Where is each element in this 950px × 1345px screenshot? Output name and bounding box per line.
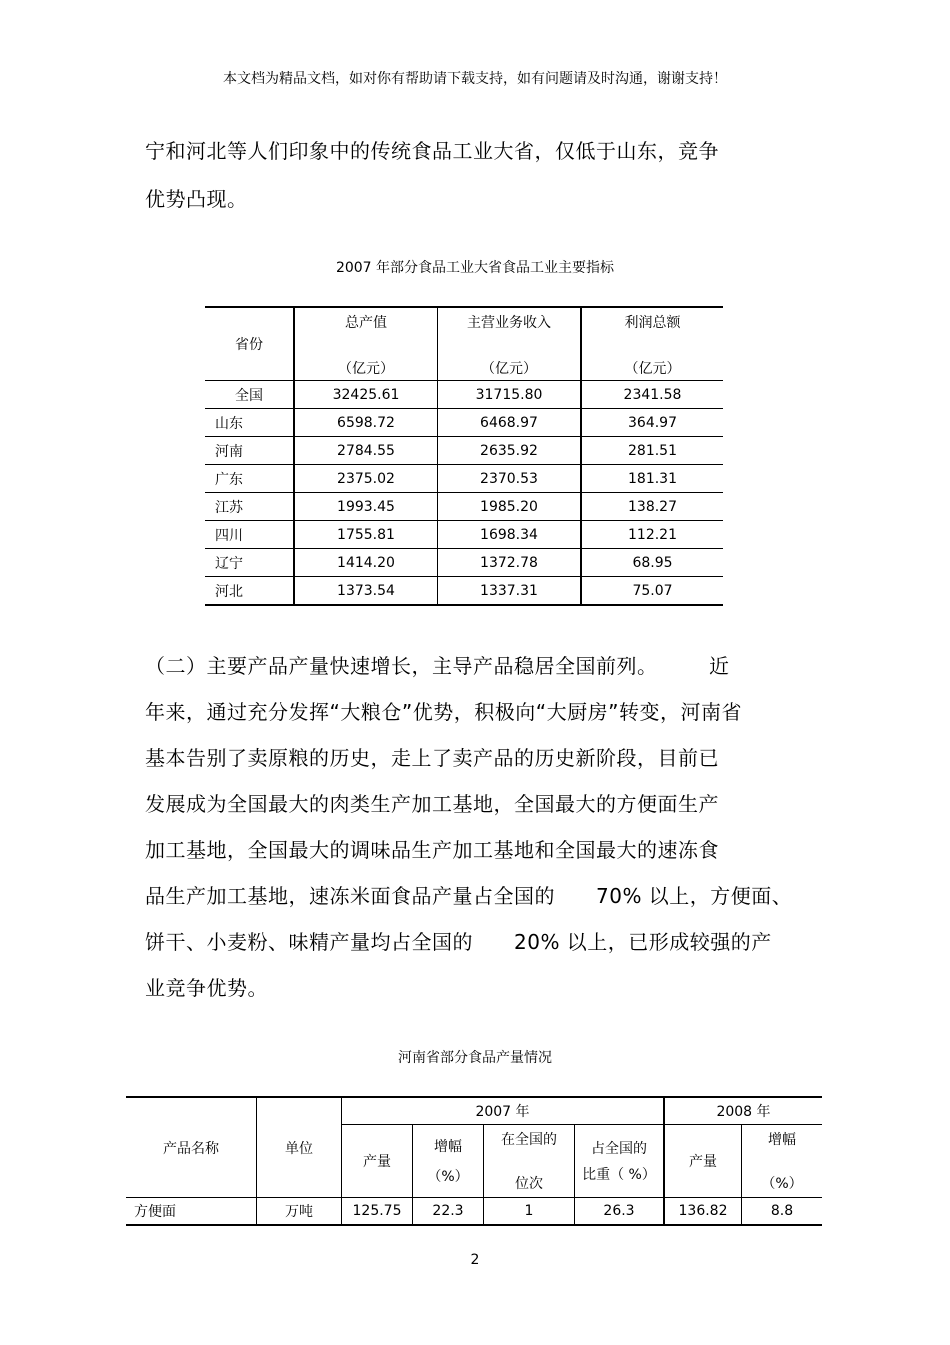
revenue-cell: 1698.34 — [438, 521, 582, 549]
province-cell: 河北 — [205, 577, 294, 606]
table2-header-product: 产品名称 — [126, 1097, 257, 1198]
profit-cell: 181.31 — [581, 465, 723, 493]
output-2007-cell: 125.75 — [342, 1198, 413, 1226]
section2-line-6: 品生产加工基地，速冻米面食品产量占全国的 70% 以上，方便面、 — [145, 884, 793, 908]
revenue-cell: 2635.92 — [438, 437, 582, 465]
table2-header-growth-2008 — [742, 1125, 823, 1198]
profit-cell: 138.27 — [581, 493, 723, 521]
table-row — [205, 437, 723, 465]
table2-header-rank-l2: 位次 — [515, 1176, 543, 1192]
output-2008-cell: 136.82 — [664, 1198, 742, 1226]
province-cell: 辽宁 — [205, 549, 294, 577]
profit-cell: 68.95 — [581, 549, 723, 577]
section2-line-1: （二）主要产品产量快速增长，主导产品稳居全国前列。 近 — [145, 654, 730, 678]
profit-cell: 364.97 — [581, 409, 723, 437]
table1-header-province: 省份 — [205, 307, 294, 381]
table1-header-revenue-label: 主营业务收入 — [467, 315, 551, 331]
profit-cell: 281.51 — [581, 437, 723, 465]
table-row — [205, 577, 723, 606]
growth-2008-cell: 8.8 — [742, 1198, 823, 1226]
profit-cell: 2341.58 — [581, 381, 723, 409]
rank-cell: 1 — [484, 1198, 575, 1226]
province-cell: 山东 — [205, 409, 294, 437]
table1-header-revenue — [438, 307, 582, 381]
table1-header-row — [205, 307, 723, 381]
revenue-cell: 2370.53 — [438, 465, 582, 493]
section2-line-5: 加工基地，全国最大的调味品生产加工基地和全国最大的速冻食 — [145, 838, 719, 862]
product-name-cell: 方便面 — [126, 1198, 257, 1226]
table-row — [205, 493, 723, 521]
section2-line-7: 饼干、小麦粉、味精产量均占全国的 20% 以上，已形成较强的产 — [145, 930, 772, 954]
table1-header-output-label: 总产值 — [345, 315, 387, 331]
henan-food-output-table — [126, 1096, 822, 1226]
table2-header-growth-2007-unit: （%） — [427, 1169, 469, 1185]
table2-header-growth-2008-label: 增幅 — [768, 1132, 796, 1148]
intro-line-1: 宁和河北等人们印象中的传统食品工业大省，仅低于山东，竞争 — [145, 139, 719, 163]
table2-header-output-2007: 产量 — [342, 1125, 413, 1198]
revenue-cell: 1372.78 — [438, 549, 582, 577]
revenue-cell: 1985.20 — [438, 493, 582, 521]
table2-header-2008: 2008 年 — [664, 1097, 822, 1125]
table2-header-row-1 — [126, 1097, 822, 1125]
section2-line-2: 年来，通过充分发挥“大粮仓”优势，积极向“大厨房”转变，河南省 — [145, 700, 742, 724]
province-cell: 广东 — [205, 465, 294, 493]
output-cell: 2784.55 — [294, 437, 438, 465]
table-row — [205, 409, 723, 437]
table-row — [126, 1198, 822, 1226]
revenue-cell: 1337.31 — [438, 577, 582, 606]
output-cell: 1414.20 — [294, 549, 438, 577]
table2-header-share-l1: 占全国的 — [591, 1141, 647, 1157]
table1-header-profit-label: 利润总额 — [624, 315, 681, 331]
table1-header-output — [294, 307, 438, 381]
revenue-cell: 6468.97 — [438, 409, 582, 437]
province-cell: 四川 — [205, 521, 294, 549]
table1-header-profit-unit: （亿元） — [624, 361, 681, 377]
page-number: 2 — [470, 1252, 480, 1268]
section2-line-3: 基本告别了卖原粮的历史，走上了卖产品的历史新阶段，目前已 — [145, 746, 719, 770]
output-cell: 2375.02 — [294, 465, 438, 493]
table2-header-output-2008: 产量 — [664, 1125, 742, 1198]
province-cell: 江苏 — [205, 493, 294, 521]
table2-header-growth-2007 — [413, 1125, 484, 1198]
intro-line-2: 优势凸现。 — [145, 187, 248, 211]
table2-header-rank-l1: 在全国的 — [501, 1132, 557, 1148]
table-row — [205, 549, 723, 577]
table2-caption: 河南省部分食品产量情况 — [398, 1050, 552, 1066]
output-cell: 1993.45 — [294, 493, 438, 521]
table1-header-output-unit: （亿元） — [338, 361, 394, 377]
table2-header-2007: 2007 年 — [342, 1097, 665, 1125]
growth-2007-cell: 22.3 — [413, 1198, 484, 1226]
revenue-cell: 31715.80 — [438, 381, 582, 409]
province-cell: 河南 — [205, 437, 294, 465]
share-cell: 26.3 — [575, 1198, 665, 1226]
table-row — [205, 381, 723, 409]
table2-header-share-l2: 比重（ %） — [582, 1167, 656, 1183]
table1-caption: 2007 年部分食品工业大省食品工业主要指标 — [335, 260, 615, 276]
profit-cell: 75.07 — [581, 577, 723, 606]
unit-cell: 万吨 — [257, 1198, 342, 1226]
table2-header-growth-2008-unit: （%） — [761, 1176, 803, 1192]
output-cell: 32425.61 — [294, 381, 438, 409]
page-header: 本文档为精品文档，如对你有帮助请下载支持，如有问题请及时沟通，谢谢支持！ — [223, 71, 727, 87]
province-cell: 全国 — [205, 381, 294, 409]
table2-header-rank — [484, 1125, 575, 1198]
table1-header-revenue-unit: （亿元） — [481, 361, 537, 377]
section2-line-8: 业竞争优势。 — [145, 976, 268, 1000]
table-row — [205, 465, 723, 493]
output-cell: 6598.72 — [294, 409, 438, 437]
table2-header-growth-2007-label: 增幅 — [434, 1139, 462, 1155]
table2-header-share — [575, 1125, 665, 1198]
output-cell: 1755.81 — [294, 521, 438, 549]
section2-line-4: 发展成为全国最大的肉类生产加工基地，全国最大的方便面生产 — [145, 792, 719, 816]
table1-header-profit — [581, 307, 723, 381]
profit-cell: 112.21 — [581, 521, 723, 549]
output-cell: 1373.54 — [294, 577, 438, 606]
provinces-indicator-table — [205, 306, 723, 606]
table-row — [205, 521, 723, 549]
table2-header-unit: 单位 — [257, 1097, 342, 1198]
